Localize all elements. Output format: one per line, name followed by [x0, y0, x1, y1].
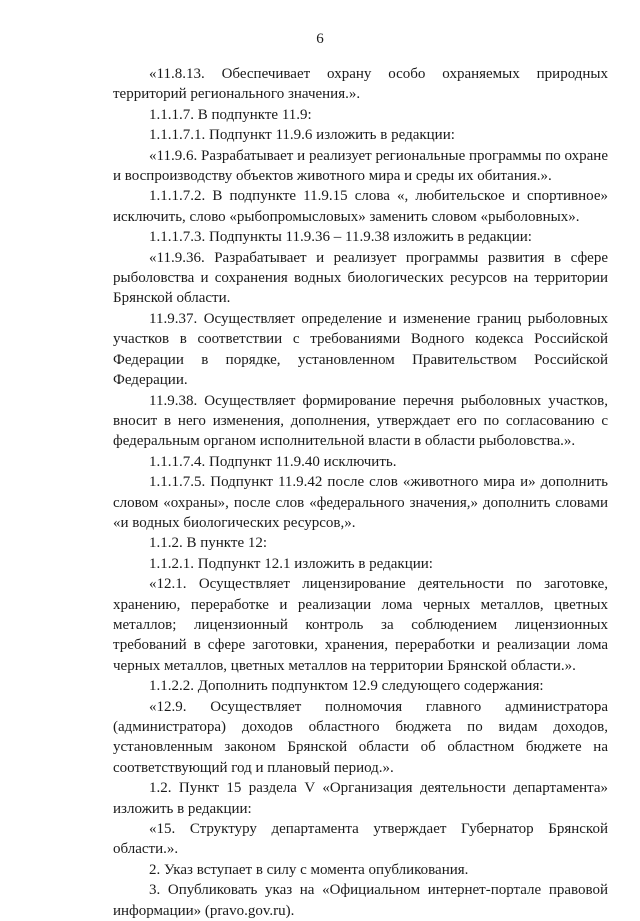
- paragraph-15: «15. Структуру департамента утверждает Губернатор Брянской области.».: [113, 821, 608, 858]
- paragraph-11-8-13: «11.8.13. Обеспечивает охрану особо охраняемых природных территорий регионального значения.».: [113, 66, 608, 103]
- paragraph-1-1-1-7-5: 1.1.1.7.5. Подпункт 11.9.42 после слов «животного мира и» дополнить словом «охраны», после слов «федерального значения,» дополнить словами «и водных биологических ресурсов,».: [113, 474, 608, 531]
- document-body: [113, 64, 608, 921]
- paragraph-1-1-1-7-2: 1.1.1.7.2. В подпункте 11.9.15 слова «, любительское и спортивное» исключить, слово «рыбопромысловых» заменить словом «рыболовных».: [113, 188, 608, 225]
- paragraph-12-1: «12.1. Осуществляет лицензирование деятельности по заготовке, хранению, переработке и реализации лома черных металлов, цветных металлов; лицензионный контроль за соблюдением лицензионных требований в сфере заготовки, хранения, переработки и реализации лома черных металлов, цветных металлов на территории Брянской области.».: [113, 576, 608, 674]
- page-number: 6: [316, 31, 324, 47]
- paragraph-11-9-36: «11.9.36. Разрабатывает и реализует программы развития в сфере рыболовства и сохранения водных биологических ресурсов на территории Брянской области.: [113, 249, 608, 307]
- paragraph-2: 2. Указ вступает в силу с момента опубликования.: [149, 861, 469, 878]
- paragraph-1-1-1-7-3: 1.1.1.7.3. Подпункты 11.9.36 – 11.9.38 изложить в редакции:: [149, 229, 532, 246]
- paragraph-1-1-1-7-4: 1.1.1.7.4. Подпункт 11.9.40 исключить.: [149, 453, 397, 470]
- paragraph-1-2: 1.2. Пункт 15 раздела V «Организация деятельности департамента» изложить в редакции:: [113, 780, 608, 817]
- paragraph-1-1-1-7: 1.1.1.7. В подпункте 11.9:: [149, 106, 312, 123]
- paragraph-11-9-38: 11.9.38. Осуществляет формирование перечня рыболовных участков, вносит в него изменения, дополнения, утверждает его по согласованию с федеральным органом исполнительной власти в области рыболовства.».: [113, 392, 608, 450]
- paragraph-1-1-2-1: 1.1.2.1. Подпункт 12.1 изложить в редакции:: [149, 555, 433, 572]
- paragraph-1-1-1-7-1: 1.1.1.7.1. Подпункт 11.9.6 изложить в редакции:: [149, 127, 455, 144]
- paragraph-11-9-37: 11.9.37. Осуществляет определение и изменение границ рыболовных участков в соответствии с требованиями Водного кодекса Российской Федерации в порядке, установленном Правительством Российской Федерации.: [113, 310, 608, 389]
- paragraph-12-9: «12.9. Осуществляет полномочия главного администратора (администратора) доходов областного бюджета по видам доходов, установленным законом Брянской области об областном бюджете на соответствующий год и плановый период.».: [113, 698, 608, 776]
- paragraph-1-1-2: 1.1.2. В пункте 12:: [149, 535, 268, 552]
- paragraph-1-1-2-2: 1.1.2.2. Дополнить подпунктом 12.9 следующего содержания:: [149, 678, 544, 695]
- paragraph-3: 3. Опубликовать указ на «Официальном интернет-портале правовой информации» (pravo.gov.ru).: [113, 882, 608, 919]
- paragraph-11-9-6: «11.9.6. Разрабатывает и реализует региональные программы по охране и воспроизводству объектов животного мира и среды их обитания.».: [113, 147, 608, 185]
